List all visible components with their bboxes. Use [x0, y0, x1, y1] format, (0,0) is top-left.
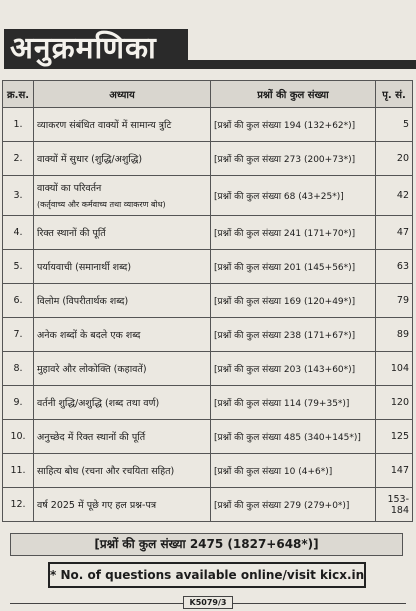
table-row	[3, 352, 413, 386]
header-questions: प्रश्नों की कुल संख्या	[211, 81, 376, 108]
chapter-title: पर्यायवाची (समानार्थी शब्द)	[37, 262, 132, 273]
row-sn: 9.	[3, 386, 34, 420]
chapter-title: वर्तनी शुद्धि/अशुद्धि (शब्द तथा वर्ण)	[37, 398, 160, 409]
row-sn: 8.	[3, 352, 34, 386]
row-page: 89	[376, 318, 413, 352]
row-questions: [प्रश्नों की कुल संख्या 241 (171+70*)]	[211, 216, 376, 250]
table-row	[3, 488, 413, 522]
header-sn: क्र.स.	[3, 81, 34, 108]
title-rule	[188, 60, 416, 69]
chapter-title: वाक्यों का परिवर्तन	[37, 183, 102, 194]
row-questions: [प्रश्नों की कुल संख्या 238 (171+67*)]	[211, 318, 376, 352]
row-questions: [प्रश्नों की कुल संख्या 114 (79+35*)]	[211, 386, 376, 420]
row-chapter	[34, 176, 211, 216]
table-row	[3, 108, 413, 142]
chapter-title: वर्ष 2025 में पूछे गए हल प्रश्न-पत्र	[37, 500, 157, 511]
table-row	[3, 142, 413, 176]
table-row	[3, 216, 413, 250]
table-row	[3, 420, 413, 454]
row-chapter	[34, 488, 211, 522]
row-sn: 11.	[3, 454, 34, 488]
chapter-subtitle: (कर्तृवाच्य और कर्मवाच्य तथा व्याकरण बोध)	[37, 200, 166, 209]
chapter-title: रिक्त स्थानों की पूर्ति	[37, 228, 106, 239]
chapter-title: अनुच्छेद में रिक्त स्थानों की पूर्ति	[37, 432, 146, 443]
row-page: 5	[376, 108, 413, 142]
row-sn: 12.	[3, 488, 34, 522]
table-row	[3, 318, 413, 352]
row-page: 63	[376, 250, 413, 284]
row-sn: 2.	[3, 142, 34, 176]
row-chapter	[34, 318, 211, 352]
chapter-title: अनेक शब्दों के बदले एक शब्द	[37, 330, 141, 341]
row-sn: 4.	[3, 216, 34, 250]
row-page: 20	[376, 142, 413, 176]
row-chapter	[34, 386, 211, 420]
row-questions: [प्रश्नों की कुल संख्या 485 (340+145*)]	[211, 420, 376, 454]
table-row	[3, 176, 413, 216]
row-page: 153-184	[376, 488, 413, 522]
row-chapter	[34, 454, 211, 488]
header-page: पृ. सं.	[376, 81, 413, 108]
row-questions: [प्रश्नों की कुल संख्या 203 (143+60*)]	[211, 352, 376, 386]
row-questions: [प्रश्नों की कुल संख्या 10 (4+6*)]	[211, 454, 376, 488]
row-questions: [प्रश्नों की कुल संख्या 279 (279+0*)]	[211, 488, 376, 522]
row-chapter	[34, 420, 211, 454]
row-page: 125	[376, 420, 413, 454]
row-chapter	[34, 352, 211, 386]
total-questions: [प्रश्नों की कुल संख्या 2475 (1827+648*)]	[10, 533, 403, 556]
row-sn: 6.	[3, 284, 34, 318]
row-questions: [प्रश्नों की कुल संख्या 201 (145+56*)]	[211, 250, 376, 284]
row-page: 79	[376, 284, 413, 318]
table-header-row	[3, 81, 413, 108]
table-row	[3, 454, 413, 488]
row-sn: 10.	[3, 420, 34, 454]
row-sn: 7.	[3, 318, 34, 352]
header-chapter: अध्याय	[34, 81, 211, 108]
row-sn: 3.	[3, 176, 34, 216]
table-row	[3, 250, 413, 284]
chapter-title: मुहावरे और लोकोक्ति (कहावतें)	[37, 364, 147, 375]
chapter-title: वाक्यों में सुधार (शुद्धि/अशुद्धि)	[37, 154, 143, 165]
row-questions: [प्रश्नों की कुल संख्या 273 (200+73*)]	[211, 142, 376, 176]
contents-table	[2, 80, 413, 522]
row-chapter	[34, 142, 211, 176]
row-chapter	[34, 216, 211, 250]
footer-code: K5079/3	[183, 596, 233, 609]
row-sn: 5.	[3, 250, 34, 284]
page-title: अनुक्रमणिका	[4, 29, 188, 69]
row-questions: [प्रश्नों की कुल संख्या 169 (120+49*)]	[211, 284, 376, 318]
row-questions: [प्रश्नों की कुल संख्या 194 (132+62*)]	[211, 108, 376, 142]
chapter-title: व्याकरण संबंधित वाक्यों में सामान्य त्रुटि	[37, 120, 172, 131]
row-page: 147	[376, 454, 413, 488]
row-chapter	[34, 108, 211, 142]
table-body	[3, 108, 413, 522]
table-row	[3, 386, 413, 420]
row-page: 104	[376, 352, 413, 386]
chapter-title: विलोम (विपरीतार्थक शब्द)	[37, 296, 129, 307]
row-questions: [प्रश्नों की कुल संख्या 68 (43+25*)]	[211, 176, 376, 216]
row-page: 47	[376, 216, 413, 250]
row-page: 120	[376, 386, 413, 420]
row-chapter	[34, 250, 211, 284]
row-chapter	[34, 284, 211, 318]
online-note: * No. of questions available online/visit kicx.in	[48, 562, 366, 588]
table-row	[3, 284, 413, 318]
chapter-title: साहित्य बोध (रचना और रचयिता सहित)	[37, 466, 175, 477]
row-page: 42	[376, 176, 413, 216]
row-sn: 1.	[3, 108, 34, 142]
